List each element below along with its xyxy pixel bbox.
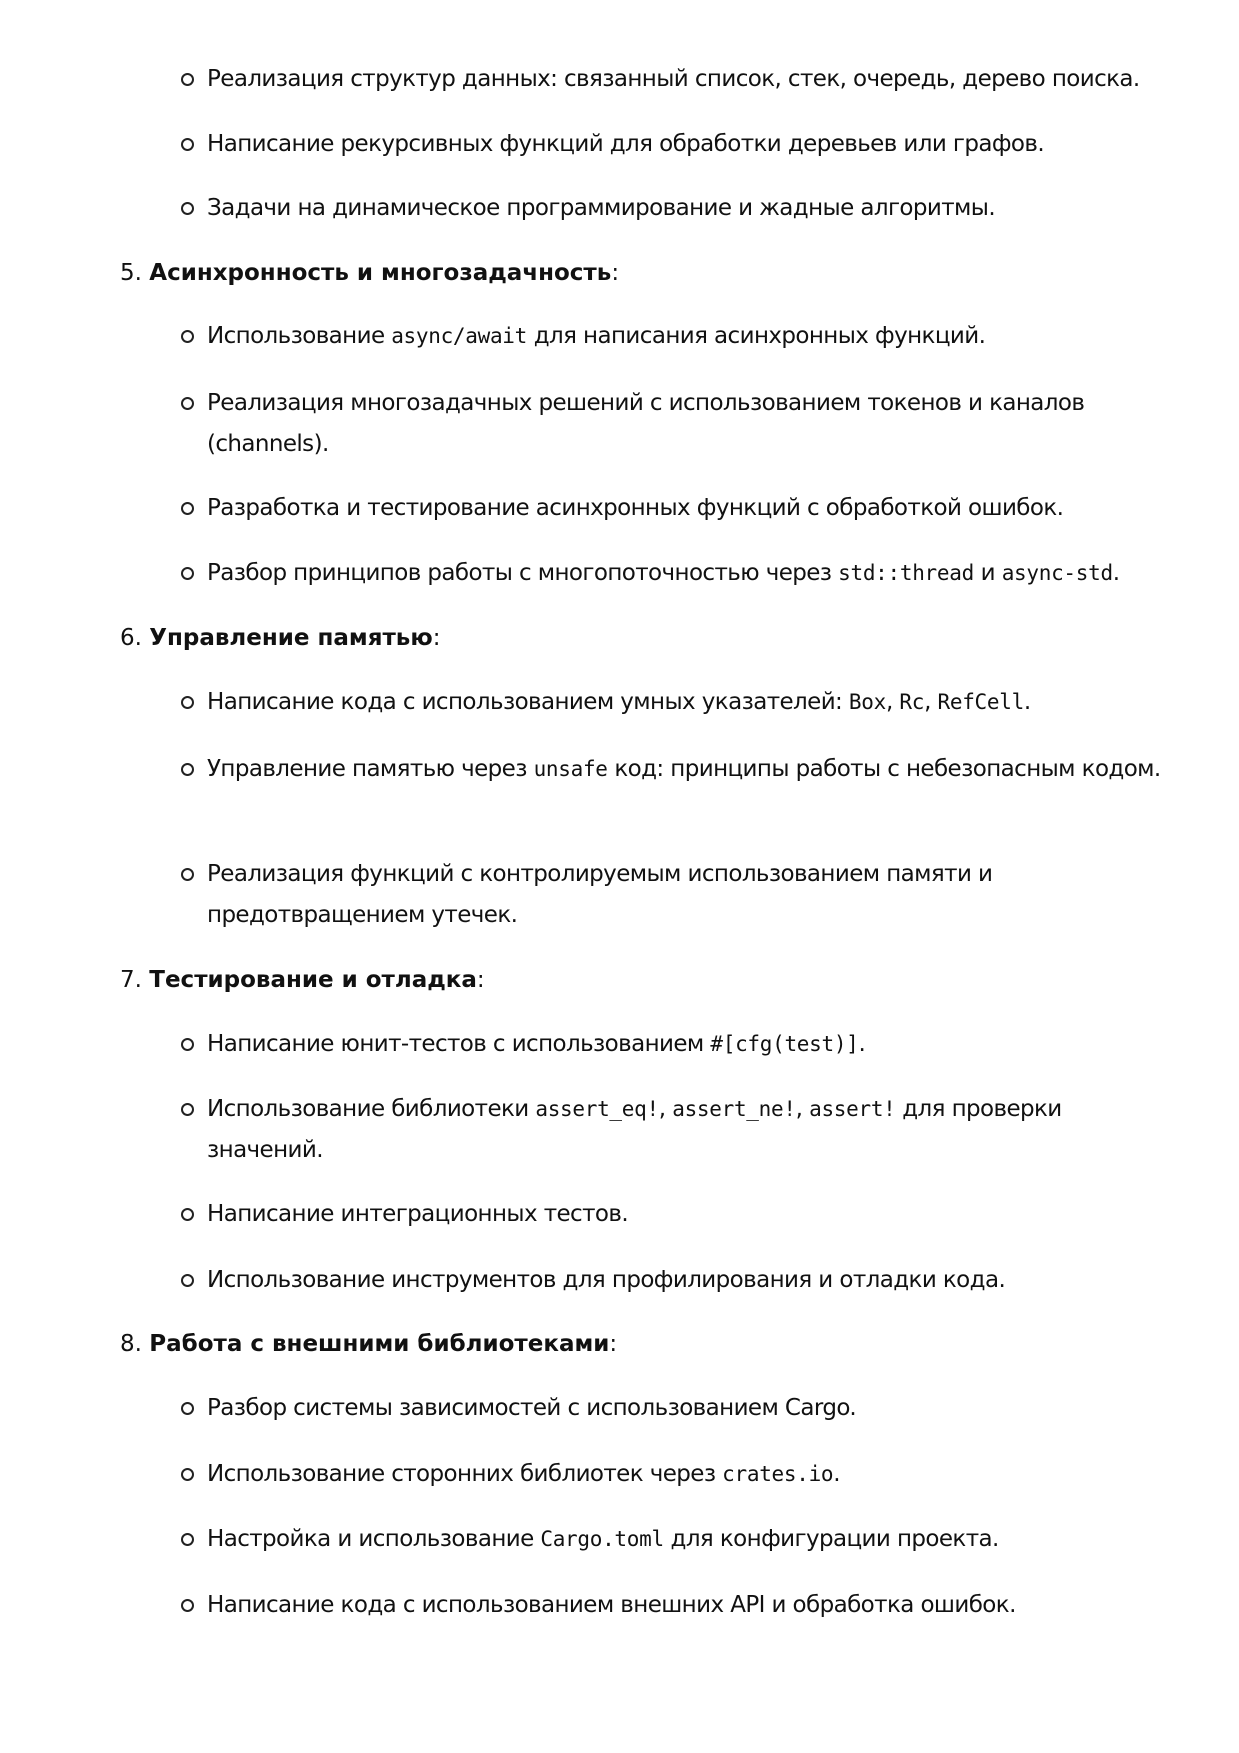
item-text: Использование инструментов для профилирования и отладки кода.	[207, 1267, 1006, 1293]
section-colon: :	[611, 260, 620, 286]
bullet-icon	[181, 138, 194, 151]
item-text: Разбор системы зависимостей с использованием Cargo.	[207, 1395, 857, 1421]
bullet-icon	[181, 330, 194, 343]
inline-code: crates.io	[722, 1462, 834, 1486]
list-item	[207, 488, 1167, 529]
item-text: Написание кода с использованием умных указателей:	[207, 689, 849, 715]
section-title: Работа с внешними библиотеками	[149, 1331, 610, 1357]
item-text: .	[858, 1031, 866, 1057]
list-item	[207, 749, 1167, 790]
item-text: Реализация функций с контролируемым использованием памяти и предотвращением утечек.	[207, 861, 993, 928]
inline-code: #[cfg(test)]	[710, 1032, 859, 1056]
bullet-icon	[181, 1533, 194, 1546]
section-title: Управление памятью	[149, 625, 433, 651]
list-item	[207, 1194, 1167, 1235]
item-text: Разбор принципов работы с многопоточностью через	[207, 560, 839, 586]
bullet-icon	[181, 763, 194, 776]
bullet-icon	[181, 1468, 194, 1481]
section-number: 5.	[120, 260, 142, 286]
item-text: ,	[658, 1096, 673, 1122]
list-item	[207, 59, 1167, 100]
inline-code: unsafe	[533, 757, 608, 781]
list-item	[207, 1585, 1167, 1626]
inline-code: assert_ne!	[672, 1097, 796, 1121]
inline-code: assert_eq!	[535, 1097, 659, 1121]
item-text: Реализация многозадачных решений с использованием токенов и каналов (channels).	[207, 390, 1085, 457]
list-item	[207, 854, 1167, 936]
item-text: Написание юнит-тестов с использованием	[207, 1031, 711, 1057]
item-text: .	[833, 1461, 840, 1487]
item-text: Настройка и использование	[207, 1526, 541, 1552]
list-item	[207, 1089, 1167, 1171]
bullet-icon	[181, 73, 194, 86]
item-text: Написание рекурсивных функций для обработки деревьев или графов.	[207, 131, 1045, 157]
list-item	[207, 316, 1167, 357]
section-number: 8.	[120, 1331, 142, 1357]
list-item	[207, 1260, 1167, 1301]
item-text: код: принципы работы с небезопасным кодом.	[607, 756, 1161, 782]
item-text: Использование	[207, 323, 392, 349]
list-item	[207, 553, 1167, 594]
section-number: 7.	[120, 967, 142, 993]
bullet-icon	[181, 868, 194, 881]
list-item	[207, 682, 1167, 723]
bullet-icon	[181, 202, 194, 215]
item-text: для написания асинхронных функций.	[527, 323, 986, 349]
section-title: Асинхронность и многозадачность	[149, 260, 612, 286]
bullet-icon	[181, 1402, 194, 1415]
item-text: для конфигурации проекта.	[663, 1526, 999, 1552]
item-text: ,	[885, 689, 900, 715]
section-heading-7	[120, 965, 485, 995]
list-item	[207, 124, 1167, 165]
list-item	[207, 1024, 1167, 1065]
section-title: Тестирование и отладка	[149, 967, 477, 993]
bullet-icon	[181, 567, 194, 580]
item-text: ,	[924, 689, 938, 715]
item-text: для проверки значений.	[207, 1096, 1062, 1163]
item-text: ,	[795, 1096, 810, 1122]
section-colon: :	[609, 1331, 618, 1357]
section-colon: :	[476, 967, 485, 993]
list-item	[207, 1454, 1167, 1495]
inline-code: async/await	[391, 324, 527, 348]
bullet-icon	[181, 1103, 194, 1116]
item-text: и	[973, 560, 1002, 586]
item-text: Разработка и тестирование асинхронных функций с обработкой ошибок.	[207, 495, 1064, 521]
bullet-icon	[181, 1274, 194, 1287]
bullet-icon	[181, 502, 194, 515]
section-heading-8	[120, 1329, 617, 1359]
item-text: Использование библиотеки	[207, 1096, 536, 1122]
inline-code: Cargo.toml	[540, 1527, 664, 1551]
inline-code: Rc	[899, 690, 925, 714]
section-number: 6.	[120, 625, 142, 651]
bullet-icon	[181, 1208, 194, 1221]
list-item	[207, 188, 1167, 229]
list-item	[207, 383, 1167, 465]
inline-code: Box	[848, 690, 886, 714]
item-text: Управление памятью через	[207, 756, 534, 782]
inline-code: RefCell	[937, 690, 1024, 714]
bullet-icon	[181, 1038, 194, 1051]
bullet-icon	[181, 696, 194, 709]
item-text: Реализация структур данных: связанный список, стек, очередь, дерево поиска.	[207, 66, 1140, 92]
inline-code: assert!	[809, 1097, 896, 1121]
item-text: Написание кода с использованием внешних API и обработка ошибок.	[207, 1592, 1016, 1618]
inline-code: async-std	[1001, 561, 1113, 585]
bullet-icon	[181, 1599, 194, 1612]
item-text: .	[1023, 689, 1031, 715]
inline-code: std::thread	[838, 561, 974, 585]
section-heading-5	[120, 258, 619, 288]
list-item	[207, 1388, 1167, 1429]
item-text: Использование сторонних библиотек через	[207, 1461, 723, 1487]
bullet-icon	[181, 397, 194, 410]
item-text: Написание интеграционных тестов.	[207, 1201, 629, 1227]
section-heading-6	[120, 623, 440, 653]
item-text: Задачи на динамическое программирование и жадные алгоритмы.	[207, 195, 996, 221]
section-colon: :	[432, 625, 441, 651]
list-item	[207, 1519, 1167, 1560]
item-text: .	[1112, 560, 1120, 586]
